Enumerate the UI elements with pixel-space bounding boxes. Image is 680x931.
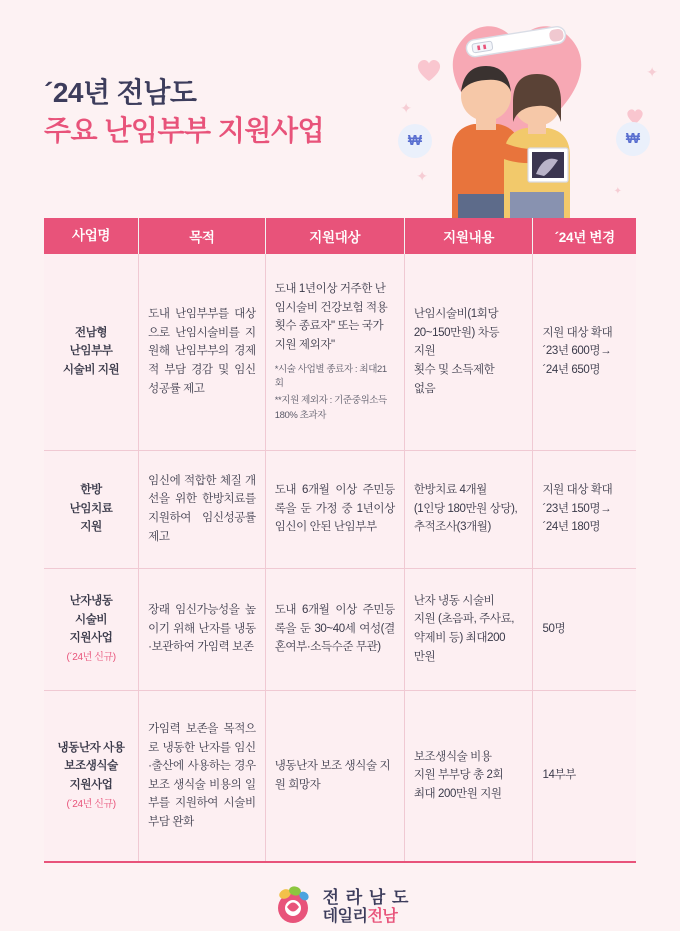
page-header xyxy=(0,0,680,218)
content-line: 지원 xyxy=(413,345,436,358)
change-line: ´23년 150명→ xyxy=(542,502,612,515)
cell-purpose: 임신에 적합한 체질 개선을 위한 한방치료를 지원하여 임신성공률 제고 xyxy=(139,450,266,568)
target-text: 도내 1년이상 거주한 난임시술비 건강보험 적용 횟수 종료자" 또는 국가 지원 제외자" xyxy=(274,283,388,351)
program-name-line: 한방 xyxy=(80,484,102,497)
column-header-change: ´24년 변경 xyxy=(533,218,636,254)
column-header-content: 지원내용 xyxy=(404,218,533,254)
footer-logo-highlight: 전남 xyxy=(367,907,398,925)
program-name-line: 난임부부 xyxy=(69,345,113,358)
program-name-line: 시술비 xyxy=(75,613,108,626)
footer-logo-text xyxy=(323,888,410,926)
cell-program-name xyxy=(44,450,139,568)
footer-logo-line-2 xyxy=(323,908,410,926)
sparkle-icon: ✦ xyxy=(646,64,658,80)
cell-change xyxy=(533,450,636,568)
target-note-1: *시술 사업별 종료자 : 최대21회 xyxy=(274,363,387,390)
content-line: 횟수 및 소득제한 xyxy=(413,364,495,377)
content-line: 20~150만원) 차등 xyxy=(413,326,500,339)
footer-logo xyxy=(0,885,680,929)
table-row xyxy=(44,568,636,690)
table-header-row xyxy=(44,218,636,254)
footer-logo-pre: 데일리 xyxy=(322,907,368,925)
table-header xyxy=(44,218,636,254)
column-header-purpose: 목적 xyxy=(139,218,266,254)
content-line: 난자 냉동 시술비 xyxy=(413,594,495,607)
cell-program-name xyxy=(44,690,139,862)
support-programs-table-wrap xyxy=(44,218,636,863)
program-name-line: 난임치료 xyxy=(69,502,113,515)
cell-change: 14부부 xyxy=(533,690,636,862)
sparkle-icon: ✦ xyxy=(400,100,412,116)
cell-program-name xyxy=(44,254,139,450)
content-line: 지원 부부당 총 2회 xyxy=(413,769,504,782)
content-line: 한방치료 4개월 xyxy=(413,484,487,497)
cell-change xyxy=(533,254,636,450)
program-name-subnote: (´24년 신규) xyxy=(66,651,116,663)
cell-target: 도내 6개월 이상 주민등록을 둔 30~40세 여성(결혼여부·소득수준 무관) xyxy=(265,568,404,690)
content-line: 추적조사(3개월) xyxy=(413,521,491,534)
sparkle-icon: ✦ xyxy=(416,168,428,184)
footer-logo-line-1: 전 라 남 도 xyxy=(322,888,410,908)
title-line-2: 주요 난임부부 지원사업 xyxy=(44,114,325,146)
program-name-subnote: (´24년 신규) xyxy=(66,798,116,810)
won-badge-icon: ₩ xyxy=(616,122,650,156)
table-row xyxy=(44,254,636,450)
change-line: ´24년 650명 xyxy=(542,364,601,377)
content-line: 만원 xyxy=(413,650,436,663)
program-name-line: 난자냉동 xyxy=(69,594,113,607)
page-title xyxy=(44,74,324,150)
content-line: 보조생식술 비용 xyxy=(413,750,492,763)
program-name-line: 지원사업 xyxy=(69,778,113,791)
content-line: 난임시술비(1회당 xyxy=(413,308,499,321)
content-line: 없음 xyxy=(413,382,436,395)
cell-purpose: 장래 임신가능성을 높이기 위해 난자를 냉동·보관하여 가임력 보존 xyxy=(139,568,266,690)
support-programs-table xyxy=(44,218,636,863)
won-badge-icon: ₩ xyxy=(398,124,432,158)
cell-content xyxy=(404,568,533,690)
program-name-line: 보조생식술 xyxy=(64,760,118,773)
pregnancy-test-icon xyxy=(462,22,572,62)
table-row xyxy=(44,690,636,862)
cell-target: 냉동난자 보조 생식술 지원 희망자 xyxy=(265,690,404,862)
cell-content xyxy=(404,450,533,568)
title-line-1: ´24년 전남도 xyxy=(44,77,197,108)
cell-content xyxy=(404,254,533,450)
cell-target xyxy=(265,254,404,450)
program-name-line: 시술비 지원 xyxy=(62,364,120,377)
target-note-2: **지원 제외자 : 기준중위소득 180% 초과자 xyxy=(274,395,387,421)
program-name-line: 냉동난자 사용 xyxy=(57,741,125,754)
cell-change: 50명 xyxy=(533,568,636,690)
column-header-target: 지원대상 xyxy=(265,218,404,254)
cell-purpose: 도내 난임부부를 대상으로 난임시술비를 지원해 난임부부의 경제적 부담 경감 및 임신 성공률 제고 xyxy=(139,254,266,450)
jeonnam-logo-icon xyxy=(271,885,315,929)
content-line: 지원 (초음파, 주사료, xyxy=(413,613,515,626)
column-header-program-name: 사업명 xyxy=(44,218,139,254)
content-line: 최대 200만원 지원 xyxy=(413,788,502,801)
program-name-line: 지원 xyxy=(80,521,102,534)
cell-purpose: 가임력 보존을 목적으로 냉동한 난자를 임신·출산에 사용하는 경우 보조 생식술 비용의 일부를 지원하여 시술비 부담 완화 xyxy=(139,690,266,862)
change-line: ´24년 180명 xyxy=(542,521,601,534)
change-line: 지원 대상 확대 xyxy=(542,326,613,339)
content-line: 약제비 등) 최대200 xyxy=(413,632,506,644)
sparkle-icon: ✦ xyxy=(613,186,622,197)
couple-illustration xyxy=(432,44,582,218)
cell-content xyxy=(404,690,533,862)
program-name-line: 지원사업 xyxy=(69,632,113,645)
cell-target: 도내 6개월 이상 주민등록을 둔 가정 중 1년이상 임신이 안된 난임부부 xyxy=(265,450,404,568)
cell-program-name xyxy=(44,568,139,690)
content-line: (1인당 180만원 상당), xyxy=(413,502,518,515)
change-line: 지원 대상 확대 xyxy=(542,484,613,497)
change-line: ´23년 600명→ xyxy=(542,345,612,358)
program-name-line: 전남형 xyxy=(75,326,108,339)
table-row xyxy=(44,450,636,568)
table-body xyxy=(44,254,636,862)
